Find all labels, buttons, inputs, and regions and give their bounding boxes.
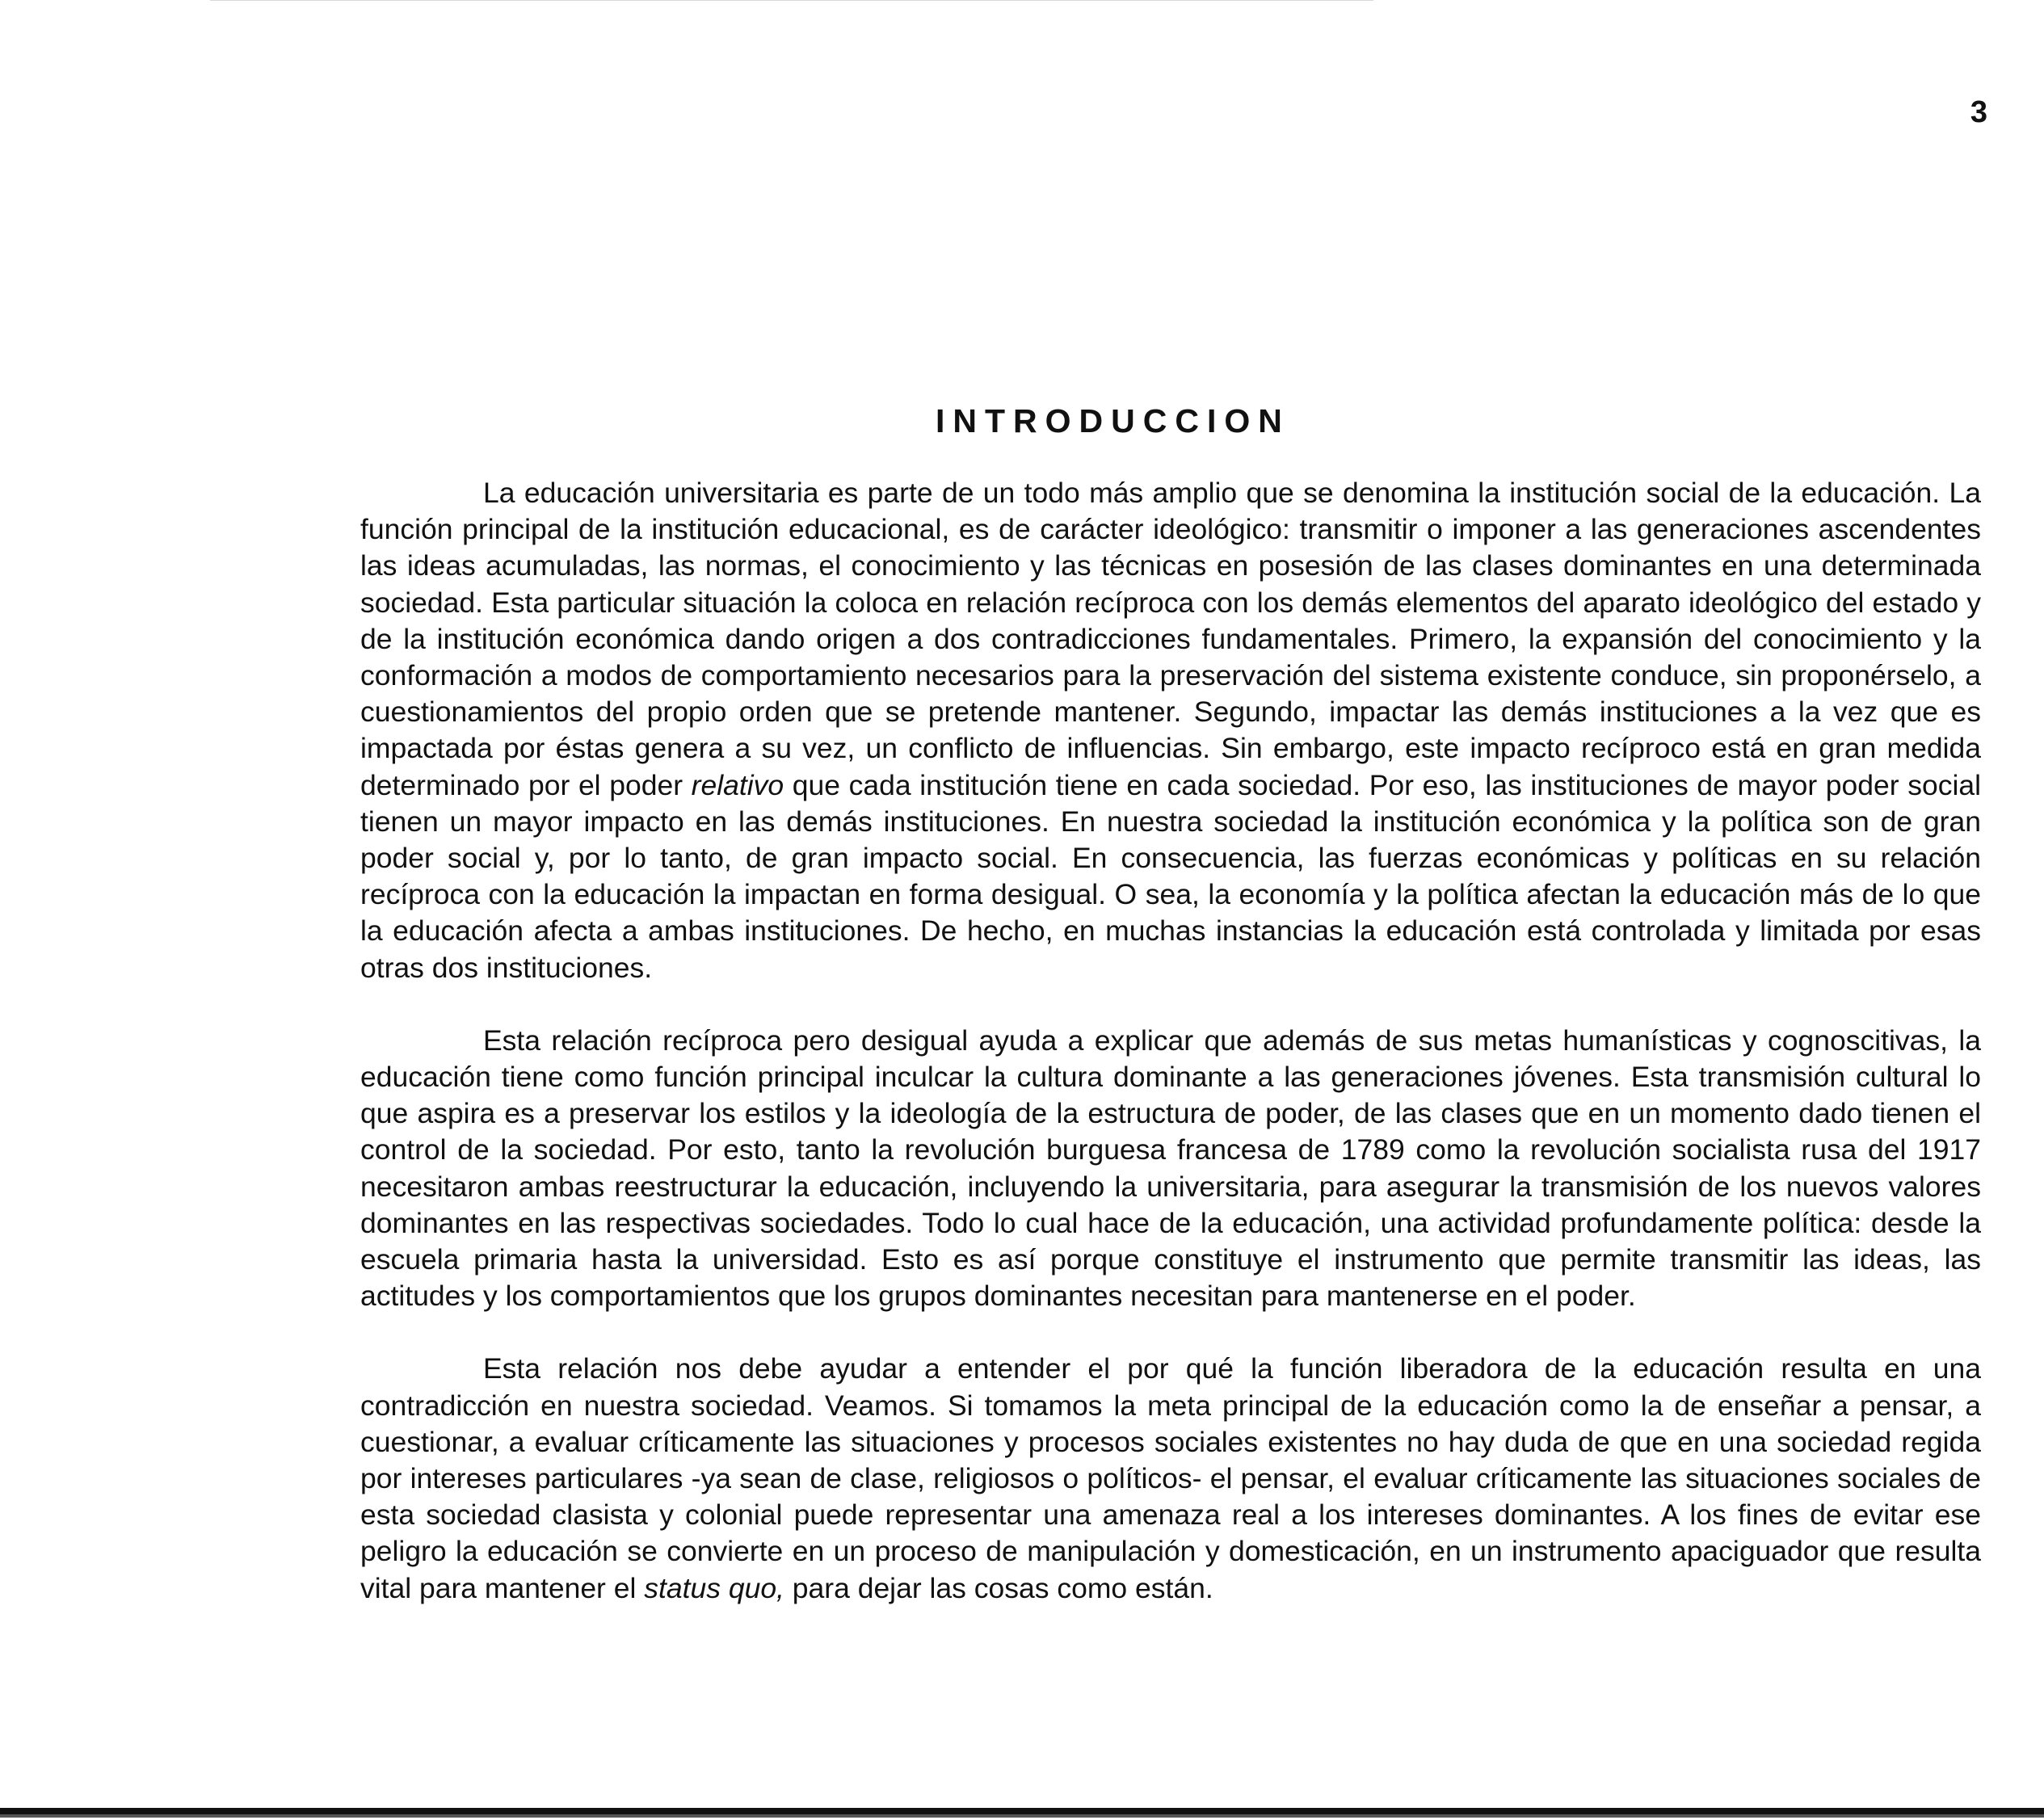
text-span: que cada institución tiene en cada sociedad. Por eso, las instituciones de mayor poder social tienen un mayor impacto en las demás instituciones. En nuestra sociedad la institución económica y la política son de gran poder social y, por lo tanto, de gran impacto social. En consecuencia, las fuerzas económicas y políticas en su relación recíproca con la educación la impactan en forma desigual. O sea, la economía y la política afectan la educación más de lo que la educación afecta a ambas instituciones. De hecho, en muchas instancias la educación está controlada y limitada por esas otras dos instituciones. (360, 768, 1981, 984)
italic-span: relativo (691, 768, 784, 801)
paragraph-2 (360, 1023, 1981, 1315)
paragraph-3 (360, 1351, 1981, 1606)
page-title: INTRODUCCION (936, 402, 1290, 439)
text-span: Esta relación nos debe ayudar a entender el por qué la función liberadora de la educación resulta en una contradicción en nuestra sociedad. Veamos. Si tomamos la meta principal de la educación como la de enseñar a pensar, a cuestionar, a evaluar críticamente las situaciones y procesos sociales existentes no hay duda de que en una sociedad regida por intereses particulares -ya sean de clase, religiosos o políticos- el pensar, el evaluar críticamente las situaciones sociales de esta sociedad clasista y colonial puede representar una amenaza real a los intereses dominantes. A los fines de evitar ese peligro la educación se convierte en un proceso de manipulación y domesticación, en un instrumento apaciguador que resulta vital para mantener el (360, 1352, 1981, 1604)
paragraph-1 (360, 475, 1981, 986)
body-text (360, 475, 1981, 1607)
page-number: 3 (1970, 95, 1987, 129)
text-span: para dejar las cosas como están. (784, 1571, 1213, 1604)
top-edge-line (210, 0, 1373, 1)
text-span: La educación universitaria es parte de un todo más amplio que se denomina la institución social de la educación. La función principal de la institución educacional, es de carácter ideológico: transmitir o imponer a las generaciones ascendentes las ideas acumuladas, las normas, el conocimiento y las técnicas en posesión de las clases dominantes en una determinada sociedad. Esta particular situación la coloca en relación recíproca con los demás elementos del aparato ideológico del estado y de la institución económica dando origen a dos contradicciones fundamentales. Primero, la expansión del conocimiento y la conformación a modos de comportamiento necesarios para la preservación del sistema existente conduce, sin proponérselo, a cuestionamientos del propio orden que se pretende mantener. Segundo, impactar las demás instituciones a la vez que es impactada por éstas genera a su vez, un conflicto de influencias. Sin embargo, este impacto recíproco está en gran medida determinado por el poder (360, 477, 1981, 801)
italic-span: status quo, (644, 1571, 784, 1604)
text-span: Esta relación recíproca pero desigual ayuda a explicar que además de sus metas humanísticas y cognoscitivas, la educación tiene como función principal inculcar la cultura dominante a las generaciones jóvenes. Esta transmisión cultural lo que aspira es a preservar los estilos y la ideología de la estructura de poder, de las clases que en un momento dado tienen el control de la sociedad. Por esto, tanto la revolución burguesa francesa de 1789 como la revolución socialista rusa del 1917 necesitaron ambas reestructurar la educación, incluyendo la universitaria, para asegurar la transmisión de los nuevos valores dominantes en las respectivas sociedades. Todo lo cual hace de la educación, una actividad profundamente política: desde la escuela primaria hasta la universidad. Esto es así porque constituye el instrumento que permite transmitir las ideas, las actitudes y los comportamientos que los grupos dominantes necesitan para mantenerse en el poder. (360, 1023, 1981, 1313)
bottom-rule-shadow (0, 1814, 2044, 1818)
bottom-rule (0, 1808, 2044, 1814)
